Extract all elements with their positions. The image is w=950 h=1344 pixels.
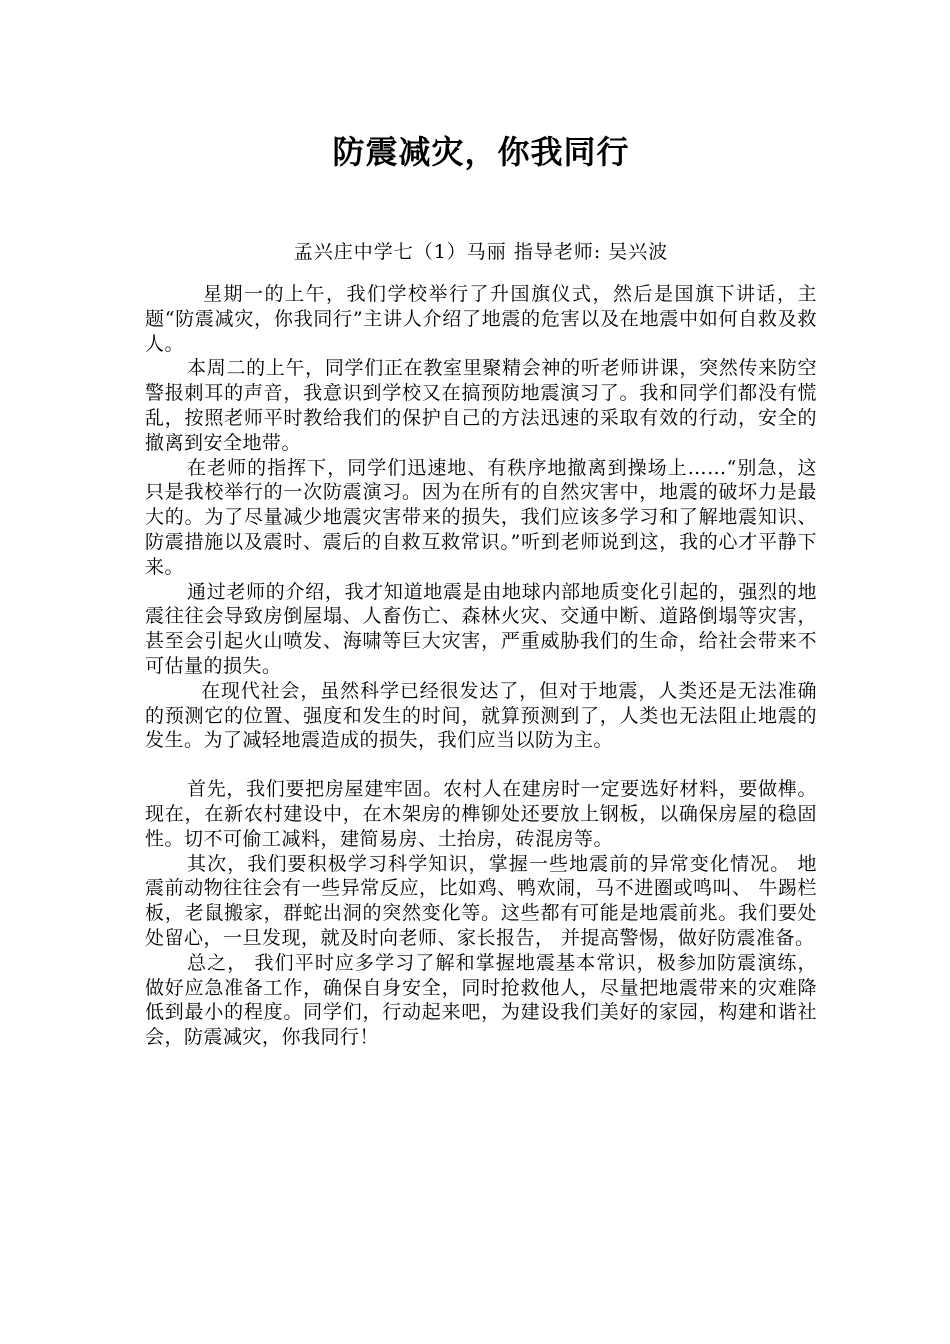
paragraph-3: 在老师的指挥下，同学们迅速地、有秩序地撤离到操场上……“别急，这只是我校举行的一次防震演习。因为在所有的自然灾害中，地震的破坏力是最大的。为了尽量减少地震灾害带来的损失，我们应该多学习和了解地震知识、防震措施以及震时、震后的自救互救常识。”听到老师说到这，我的心才平静下来。 [145,456,817,578]
paragraph-2: 本周二的上午，同学们正在教室里聚精会神的听老师讲课，突然传来防空警报刺耳的声音，我意识到学校又在搞预防地震演习了。我和同学们都没有慌乱，按照老师平时教给我们的保护自己的方法迅速的采取有效的行动，安全的撤离到安全地带。 [145,357,817,454]
paragraph-8: 总之， 我们平时应多学习了解和掌握地震基本常识，极参加防震演练，做好应急准备工作，确保自身安全，同时抢救他人，尽量把地震带来的灾难降低到最小的程度。同学们，行动起来吧，为建设我们美好的家园，构建和谐社会，防震减灾，你我同行！ [145,951,817,1049]
author-byline: 孟兴庄中学七（1）马丽 指导老师: 吴兴波 [293,241,669,263]
document-body [145,282,817,1050]
paragraph-6: 首先，我们要把房屋建牢固。农村人在建房时一定要选好材料，要做榫。现在，在新农村建设中，在木架房的榫铆处还要放上钢板，以确保房屋的稳固性。切不可偷工减料，建简易房、土抬房，砖混房等。 [145,778,817,850]
paragraph-7: 其次，我们要积极学习科学知识，掌握一些地震前的异常变化情况。 地震前动物往往会有一些异常反应，比如鸡、鸭欢闹，马不进圈或鸣叫、 牛踢栏板，老鼠搬家，群蛇出洞的突然变化等。这些都有可能是地震前兆。我们要处处留心，一旦发现，就及时向老师、家长报告， 并提高警惕，做好防震准备。 [145,852,817,949]
document-title: 防震减灾，你我同行 [332,133,630,171]
document-page [145,0,817,1050]
paragraph-1: 星期一的上午，我们学校举行了升国旗仪式，然后是国旗下讲话，主题“防震减灾，你我同行”主讲人介绍了地震的危害以及在地震中如何自救及救人。 [145,283,817,355]
paragraph-4: 通过老师的介绍，我才知道地震是由地球内部地质变化引起的，强烈的地震往往会导致房倒屋塌、人畜伤亡、森林火灾、交通中断、道路倒塌等灾害，甚至会引起火山喷发、海啸等巨大灾害，严重威胁我们的生命，给社会带来不可估量的损失。 [145,580,817,677]
paragraph-5: 在现代社会，虽然科学已经很发达了，但对于地震，人类还是无法准确的预测它的位置、强度和发生的时间，就算预测到了，人类也无法阻止地震的发生。为了减轻地震造成的损失，我们应当以防为主。 [145,679,817,752]
